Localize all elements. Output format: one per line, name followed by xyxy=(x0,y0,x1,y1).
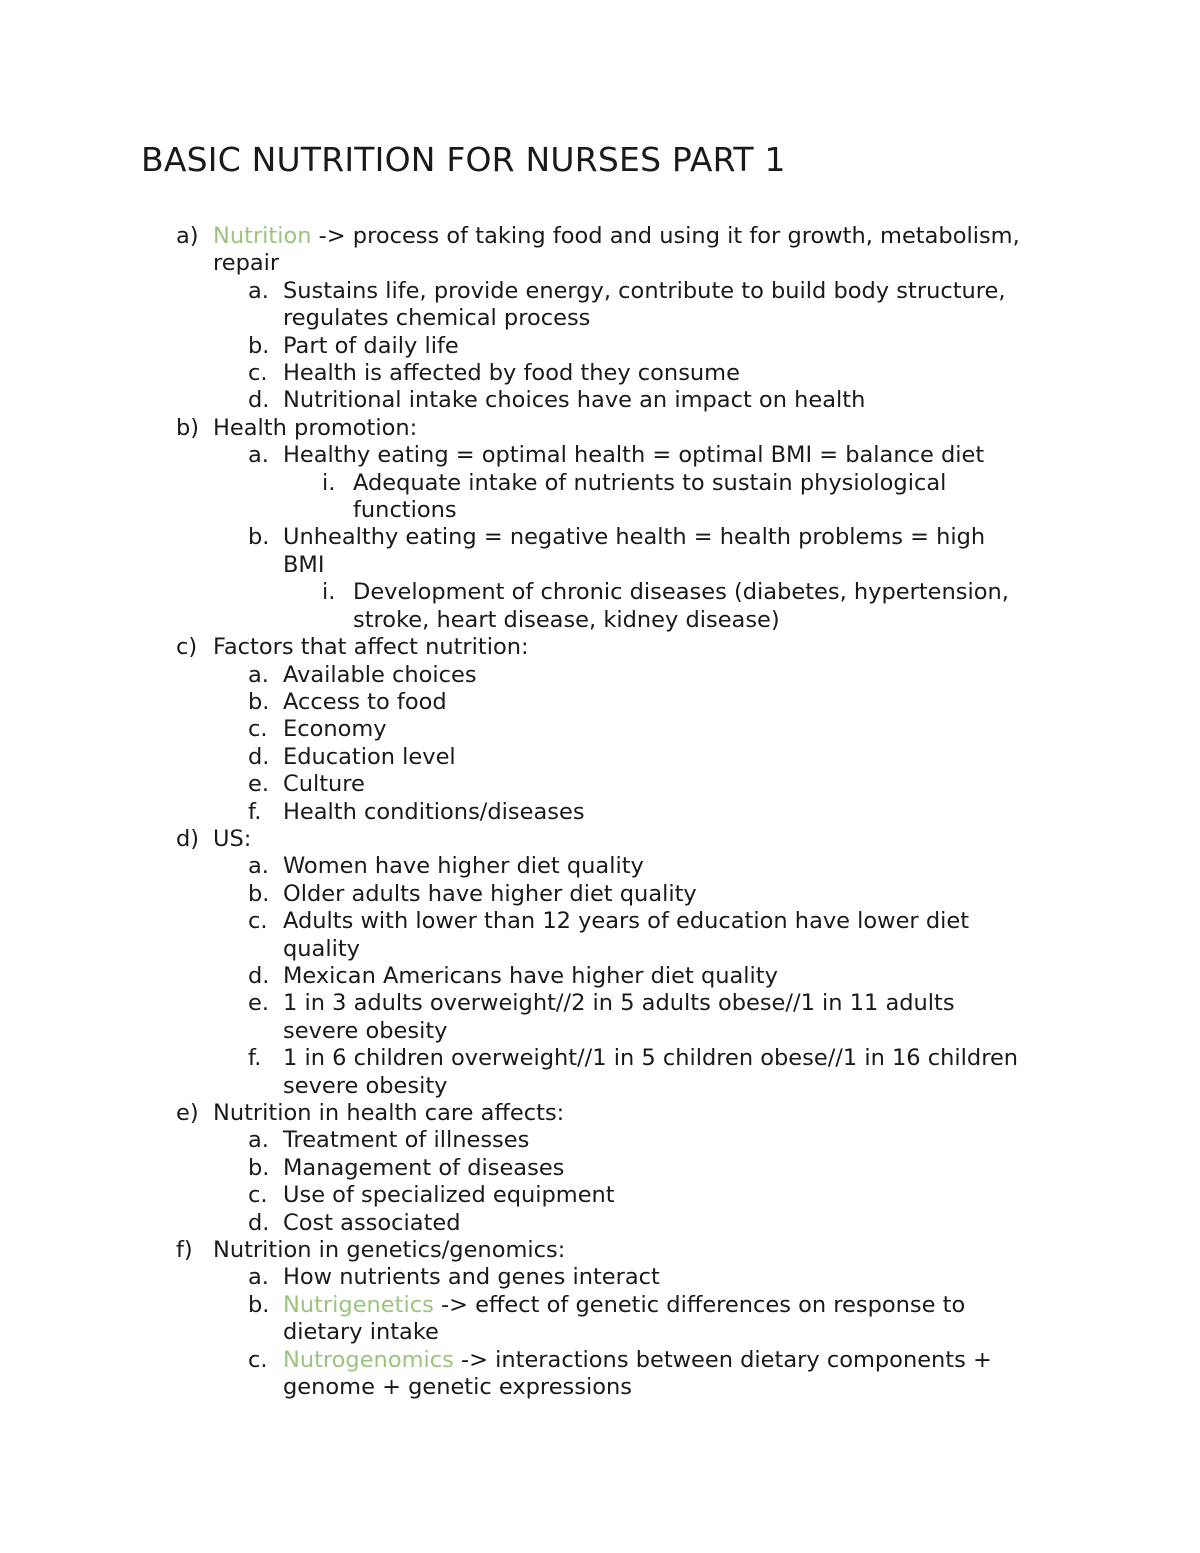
item-text-continuation: repair xyxy=(213,250,280,277)
item-text-continuation: severe obesity xyxy=(283,1017,448,1044)
item-text: Management of diseases xyxy=(283,1154,565,1181)
item-text: Sustains life, provide energy, contribute to build body structure, xyxy=(283,277,1006,304)
list-marker: a. xyxy=(248,661,269,688)
item-text: Nutrigenetics -> effect of genetic differences on response to xyxy=(283,1291,966,1318)
outline-item-level-2 xyxy=(0,744,1200,771)
list-marker: e) xyxy=(176,1100,199,1126)
highlighted-term: Nutrigenetics xyxy=(283,1291,434,1318)
item-text: Adults with lower than 12 years of education have lower diet xyxy=(283,908,970,935)
item-text: Factors that affect nutrition: xyxy=(213,634,529,661)
list-marker: b) xyxy=(176,414,200,441)
item-text: Culture xyxy=(283,771,365,798)
list-marker: a. xyxy=(248,442,269,469)
outline-item-level-2 xyxy=(0,333,1200,360)
outline-item-level-2 xyxy=(0,990,1200,1045)
item-text: Mexican Americans have higher diet quality xyxy=(283,962,778,989)
outline-item-level-2 xyxy=(0,662,1200,689)
list-marker: a. xyxy=(248,853,269,880)
item-text-continuation: stroke, heart disease, kidney disease) xyxy=(353,606,780,633)
outline-item-level-1 xyxy=(0,415,1200,442)
page-title: BASIC NUTRITION FOR NURSES PART 1 xyxy=(141,140,786,179)
list-marker: f. xyxy=(248,798,262,825)
item-text: Health conditions/diseases xyxy=(283,798,585,825)
outline-item-level-2 xyxy=(0,771,1200,798)
list-marker: b. xyxy=(248,688,270,715)
item-text-continuation: functions xyxy=(353,497,457,524)
outline-item-level-2 xyxy=(0,963,1200,990)
outline-item-level-1 xyxy=(0,1237,1200,1264)
item-text: Nutritional intake choices have an impact on health xyxy=(283,387,866,414)
highlighted-term: Nutrogenomics xyxy=(283,1346,454,1373)
item-text: Development of chronic diseases (diabetes, hypertension, xyxy=(353,579,1009,606)
outline-item-level-2 xyxy=(0,1045,1200,1100)
item-text: Health is affected by food they consume xyxy=(283,360,740,387)
item-text: Cost associated xyxy=(283,1209,461,1236)
highlighted-term: Nutrition xyxy=(213,223,312,249)
item-text: Nutrogenomics -> interactions between dietary components + xyxy=(283,1346,992,1373)
item-text: 1 in 3 adults overweight//2 in 5 adults obese//1 in 11 adults xyxy=(283,990,955,1017)
list-marker: d. xyxy=(248,962,270,989)
list-marker: i. xyxy=(322,579,336,606)
item-text: Nutrition -> process of taking food and using it for growth, metabolism, xyxy=(213,223,1020,249)
item-text-continuation: severe obesity xyxy=(283,1072,448,1099)
list-marker: b. xyxy=(248,1154,270,1181)
list-marker: c. xyxy=(248,1346,268,1373)
outline-item-level-1 xyxy=(0,1100,1200,1127)
outline-item-level-2 xyxy=(0,524,1200,579)
outline-item-level-2 xyxy=(0,853,1200,880)
item-text-continuation: quality xyxy=(283,935,360,962)
list-marker: f. xyxy=(248,1045,262,1072)
item-text: Older adults have higher diet quality xyxy=(283,880,697,907)
item-text-continuation: genome + genetic expressions xyxy=(283,1374,632,1401)
list-marker: d. xyxy=(248,743,270,770)
outline-item-level-2 xyxy=(0,1182,1200,1209)
outline-item-level-2 xyxy=(0,1292,1200,1347)
item-text: Healthy eating = optimal health = optimal BMI = balance diet xyxy=(283,442,985,469)
list-marker: b. xyxy=(248,880,270,907)
outline-item-level-1 xyxy=(0,826,1200,853)
item-text-continuation: BMI xyxy=(283,551,325,578)
item-text: Education level xyxy=(283,743,456,770)
list-marker: f) xyxy=(176,1237,193,1264)
item-text: Part of daily life xyxy=(283,332,459,359)
list-marker: b. xyxy=(248,1291,270,1318)
item-text: Unhealthy eating = negative health = health problems = high xyxy=(283,524,986,551)
list-marker: d. xyxy=(248,387,270,414)
outline-item-level-2 xyxy=(0,387,1200,414)
outline-item-level-3 xyxy=(0,470,1200,525)
item-text: Women have higher diet quality xyxy=(283,853,644,880)
item-text: Economy xyxy=(283,716,387,743)
list-marker: b. xyxy=(248,524,270,551)
list-marker: d. xyxy=(248,1209,270,1236)
outline-item-level-2 xyxy=(0,908,1200,963)
list-marker: i. xyxy=(322,469,336,496)
outline-item-level-3 xyxy=(0,579,1200,634)
list-marker: a) xyxy=(176,223,199,249)
list-marker: c. xyxy=(248,716,268,743)
outline-item-level-2 xyxy=(0,689,1200,716)
list-marker: c. xyxy=(248,360,268,387)
item-text: Nutrition in genetics/genomics: xyxy=(213,1237,566,1264)
outline-list xyxy=(0,223,1200,1401)
item-text: Available choices xyxy=(283,661,477,688)
outline-item-level-2 xyxy=(0,1264,1200,1291)
outline-item-level-2 xyxy=(0,278,1200,333)
item-text: Health promotion: xyxy=(213,414,418,441)
item-text-continuation: dietary intake xyxy=(283,1319,439,1346)
item-text: Treatment of illnesses xyxy=(283,1127,530,1154)
item-text-continuation: regulates chemical process xyxy=(283,305,591,332)
item-text: Nutrition in health care affects: xyxy=(213,1100,565,1126)
list-marker: a. xyxy=(248,277,269,304)
list-marker: c. xyxy=(248,908,268,935)
list-marker: e. xyxy=(248,990,269,1017)
list-marker: c. xyxy=(248,1182,268,1209)
list-marker: a. xyxy=(248,1264,269,1291)
outline-item-level-2 xyxy=(0,799,1200,826)
outline-item-level-1 xyxy=(0,634,1200,661)
list-marker: d) xyxy=(176,825,200,852)
list-marker: a. xyxy=(248,1127,269,1154)
outline-item-level-2 xyxy=(0,1127,1200,1154)
item-text: How nutrients and genes interact xyxy=(283,1264,660,1291)
item-text: 1 in 6 children overweight//1 in 5 children obese//1 in 16 children xyxy=(283,1045,1019,1072)
list-marker: b. xyxy=(248,332,270,359)
item-text: Adequate intake of nutrients to sustain physiological xyxy=(353,469,947,496)
item-text: Use of specialized equipment xyxy=(283,1182,615,1209)
outline-item-level-2 xyxy=(0,881,1200,908)
outline-item-level-1 xyxy=(0,223,1200,278)
outline-item-level-2 xyxy=(0,442,1200,469)
outline-item-level-2 xyxy=(0,1347,1200,1402)
outline-item-level-2 xyxy=(0,1155,1200,1182)
list-marker: c) xyxy=(176,634,198,661)
outline-item-level-2 xyxy=(0,1210,1200,1237)
item-text: Access to food xyxy=(283,688,447,715)
outline-item-level-2 xyxy=(0,716,1200,743)
list-marker: e. xyxy=(248,771,269,798)
item-text: US: xyxy=(213,825,252,852)
outline-item-level-2 xyxy=(0,360,1200,387)
